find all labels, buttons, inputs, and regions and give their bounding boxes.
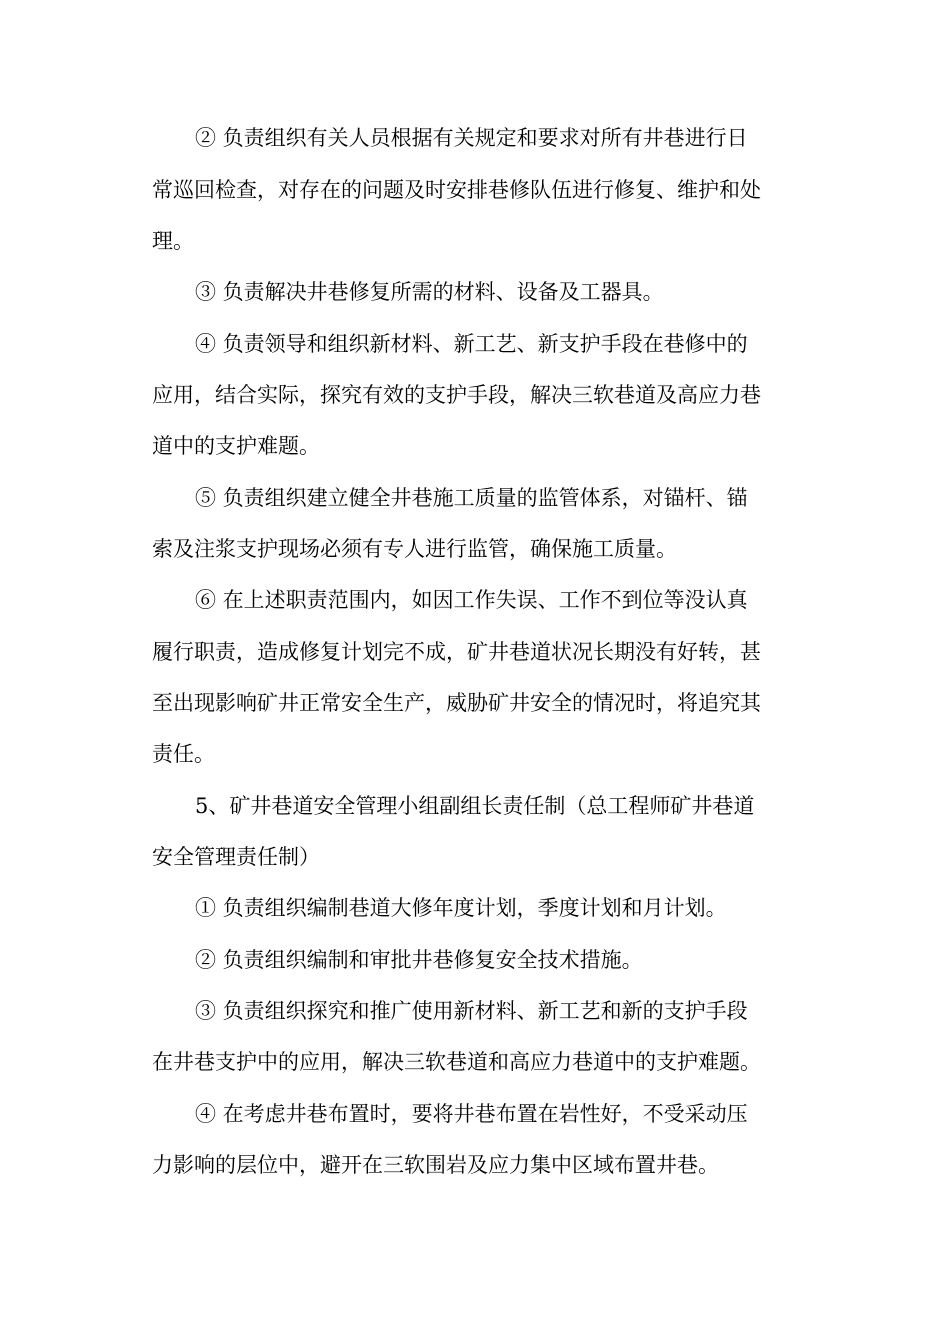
paragraph-line: ④ 负责领导和组织新材料、新工艺、新支护手段在巷修中的: [195, 332, 748, 356]
paragraph-line: 索及注浆支护现场必须有专人进行监管，确保施工质量。: [152, 537, 677, 561]
paragraph-line: ③ 负责组织探究和推广使用新材料、新工艺和新的支护手段: [195, 999, 748, 1023]
paragraph-line: 责任。: [152, 742, 215, 766]
section-heading-line: 5、矿井巷道安全管理小组副组长责任制（总工程师矿井巷道: [195, 794, 755, 818]
paragraph-line: ② 负责组织编制和审批井巷修复安全技术措施。: [195, 948, 643, 972]
paragraph-line: ② 负责组织有关人员根据有关规定和要求对所有井巷进行日: [195, 126, 748, 150]
paragraph-line: ⑥ 在上述职责范围内，如因工作失误、工作不到位等没认真: [195, 588, 748, 612]
paragraph-line: ⑤ 负责组织建立健全井巷施工质量的监管体系，对锚杆、锚: [195, 486, 748, 510]
paragraph-line: 理。: [152, 229, 194, 253]
paragraph-line: 道中的支护难题。: [152, 434, 320, 458]
paragraph-line: 力影响的层位中，避开在三软围岩及应力集中区域布置井巷。: [152, 1153, 719, 1177]
paragraph-line: 应用，结合实际，探究有效的支护手段，解决三软巷道及高应力巷: [152, 383, 761, 407]
paragraph-line: 在井巷支护中的应用，解决三软巷道和高应力巷道中的支护难题。: [152, 1050, 761, 1074]
paragraph-line: 至出现影响矿井正常安全生产，威胁矿井安全的情况时，将追究其: [152, 691, 761, 715]
paragraph-line: ④ 在考虑井巷布置时，要将井巷布置在岩性好，不受采动压: [195, 1102, 748, 1126]
section-heading-line: 安全管理责任制）: [152, 845, 320, 869]
paragraph-line: 常巡回检查，对存在的问题及时安排巷修队伍进行修复、维护和处: [152, 178, 761, 202]
paragraph-line: 履行职责，造成修复计划完不成，矿井巷道状况长期没有好转，甚: [152, 640, 761, 664]
paragraph-line: ① 负责组织编制巷道大修年度计划，季度计划和月计划。: [195, 896, 727, 920]
paragraph-line: ③ 负责解决井巷修复所需的材料、设备及工器具。: [195, 280, 664, 304]
